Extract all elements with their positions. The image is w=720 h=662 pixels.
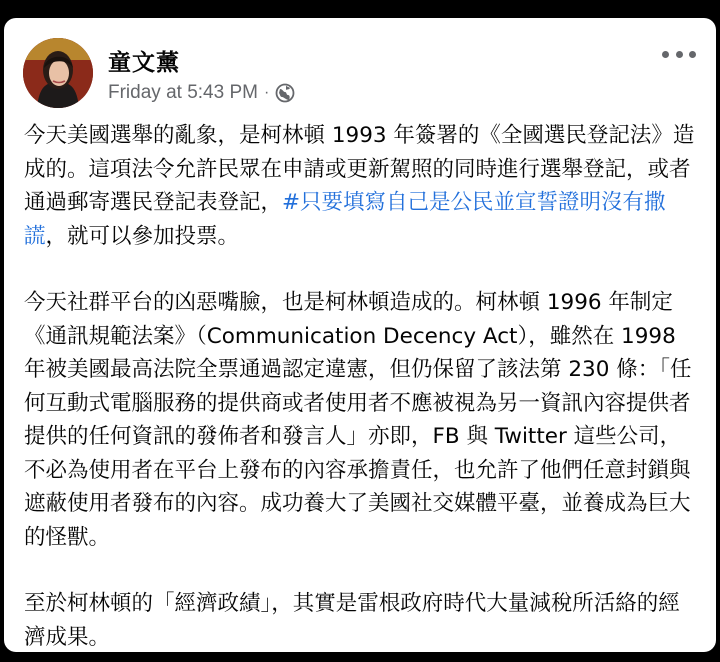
globe-icon[interactable] (275, 83, 295, 103)
more-dot (676, 51, 683, 58)
author-name[interactable]: 童文薰 (108, 50, 180, 76)
avatar[interactable] (23, 38, 93, 108)
paragraph-text: ，就可以參加投票。 (45, 223, 240, 249)
post-card (4, 18, 716, 652)
post-paragraph-3: 至於柯林頓的「經濟政績」，其實是雷根政府時代大量減稅所活絡的經濟成果。 (24, 591, 680, 650)
post-body (24, 119, 698, 652)
screen-top-bar (0, 0, 720, 18)
meta-separator: · (263, 84, 270, 101)
screen-bottom-bar (0, 652, 720, 662)
post-paragraph-1 (24, 119, 698, 253)
more-dot (662, 51, 669, 58)
post-timestamp[interactable]: Friday at 5:43 PM (108, 82, 258, 103)
more-options-icon[interactable] (662, 44, 696, 64)
post-paragraph-2: 今天社群平台的凶惡嘴臉，也是柯林頓造成的。柯林頓 1996 年制定《通訊規範法案》（Communication Decency Act），雖然在 1998 年被美國最高法院全票通過認定違憲，但仍保留了該法第 230 條：「任何互動式電腦服務的提供商或者使用者不應被視為另一資訊內容提供者提供的任何資訊的發佈者和發言人」亦即，FB 與 Twitter 這些公司，不必為使用者在平台上發布的內容承擔責任，也允許了他們任意封鎖與遮蔽使用者發布的內容。成功養大了美國社交媒體平臺，並養成為巨大的怪獸。 (24, 290, 692, 550)
hashtag-link[interactable]: #只要填寫自己是公民並宣誓證明沒有撒謊 (24, 190, 666, 249)
avatar-photo (23, 38, 93, 108)
more-dot (689, 51, 696, 58)
paragraph-text: 今天美國選舉的亂象，是柯林頓 1993 年簽署的《全國選民登記法》造成的。這項法令允許民眾在申請或更新駕照的同時進行選舉登記，或者通過郵寄選民登記表登記， (24, 123, 695, 215)
post-meta (108, 81, 295, 105)
